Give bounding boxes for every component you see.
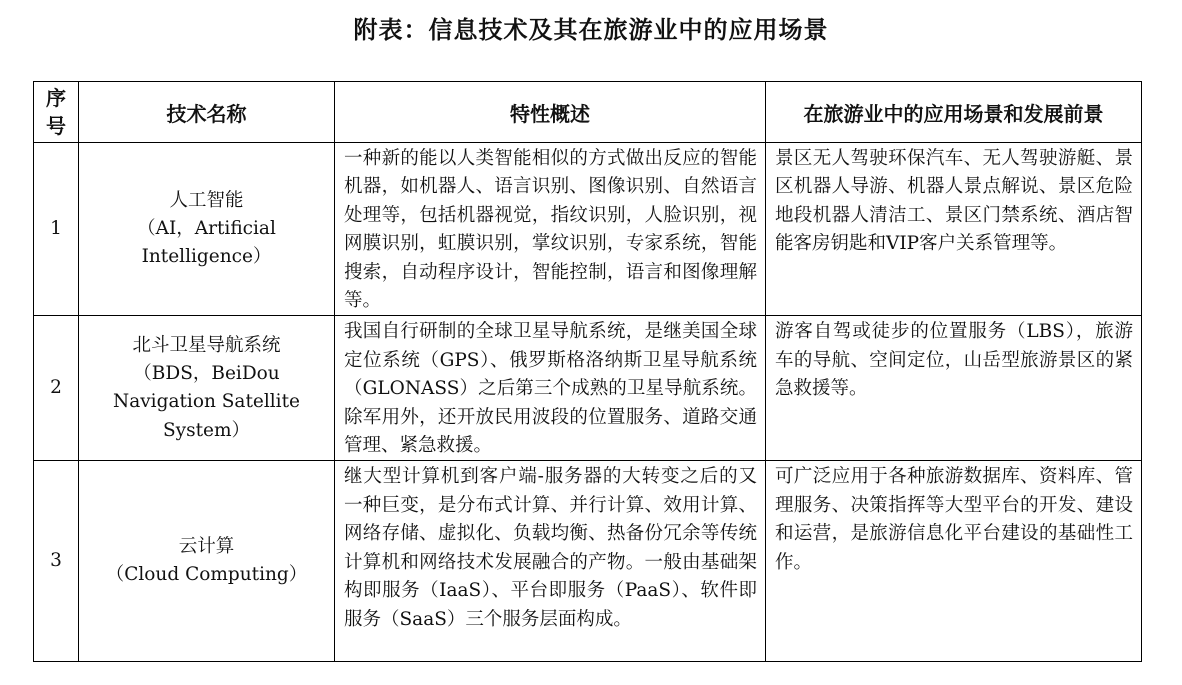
header-row — [34, 82, 1142, 143]
table-row — [34, 316, 1142, 461]
row-tech-name: 北斗卫星导航系统 （BDS，BeiDou Navigation Satellite System） — [79, 316, 335, 461]
row-scenarios: 景区无人驾驶环保汽车、无人驾驶游艇、景区机器人导游、机器人景点解说、景区危险地段机器人清洁工、景区门禁系统、酒店智能客房钥匙和VIP客户关系管理等。 — [766, 143, 1142, 316]
table-row — [34, 461, 1142, 662]
row-features: 我国自行研制的全球卫星导航系统，是继美国全球定位系统（GPS）、俄罗斯格洛纳斯卫星导航系统（GLONASS）之后第三个成熟的卫星导航系统。除军用外，还开放民用波段的位置服务、道路交通管理、紧急救援。 — [335, 316, 766, 461]
row-tech-name: 人工智能 （AI，Artificial Intelligence） — [79, 143, 335, 316]
row-scenarios: 游客自驾或徒步的位置服务（LBS），旅游车的导航、空间定位，山岳型旅游景区的紧急救援等。 — [766, 316, 1142, 461]
header-scenarios: 在旅游业中的应用场景和发展前景 — [766, 82, 1142, 143]
row-features: 继大型计算机到客户端-服务器的大转变之后的又一种巨变，是分布式计算、并行计算、效用计算、网络存储、虚拟化、负载均衡、热备份冗余等传统计算机和网络技术发展融合的产物。一般由基础架构即服务（IaaS）、平台即服务（PaaS）、软件即服务（SaaS）三个服务层面构成。 — [335, 461, 766, 662]
header-tech-name: 技术名称 — [79, 82, 335, 143]
table-row — [34, 143, 1142, 316]
document-title: 附表：信息技术及其在旅游业中的应用场景 — [353, 16, 829, 44]
row-seq: 2 — [34, 316, 79, 461]
row-scenarios: 可广泛应用于各种旅游数据库、资料库、管理服务、决策指挥等大型平台的开发、建设和运营，是旅游信息化平台建设的基础性工作。 — [766, 461, 1142, 662]
row-seq: 3 — [34, 461, 79, 662]
row-features: 一种新的能以人类智能相似的方式做出反应的智能机器，如机器人、语言识别、图像识别、自然语言处理等，包括机器视觉，指纹识别，人脸识别，视网膜识别，虹膜识别，掌纹识别，专家系统，智能搜索，自动程序设计，智能控制，语言和图像理解等。 — [335, 143, 766, 316]
row-tech-name: 云计算 （Cloud Computing） — [79, 461, 335, 662]
header-seq: 序 号 — [34, 82, 79, 143]
header-features: 特性概述 — [335, 82, 766, 143]
tech-application-table — [33, 81, 1142, 662]
row-seq: 1 — [34, 143, 79, 316]
